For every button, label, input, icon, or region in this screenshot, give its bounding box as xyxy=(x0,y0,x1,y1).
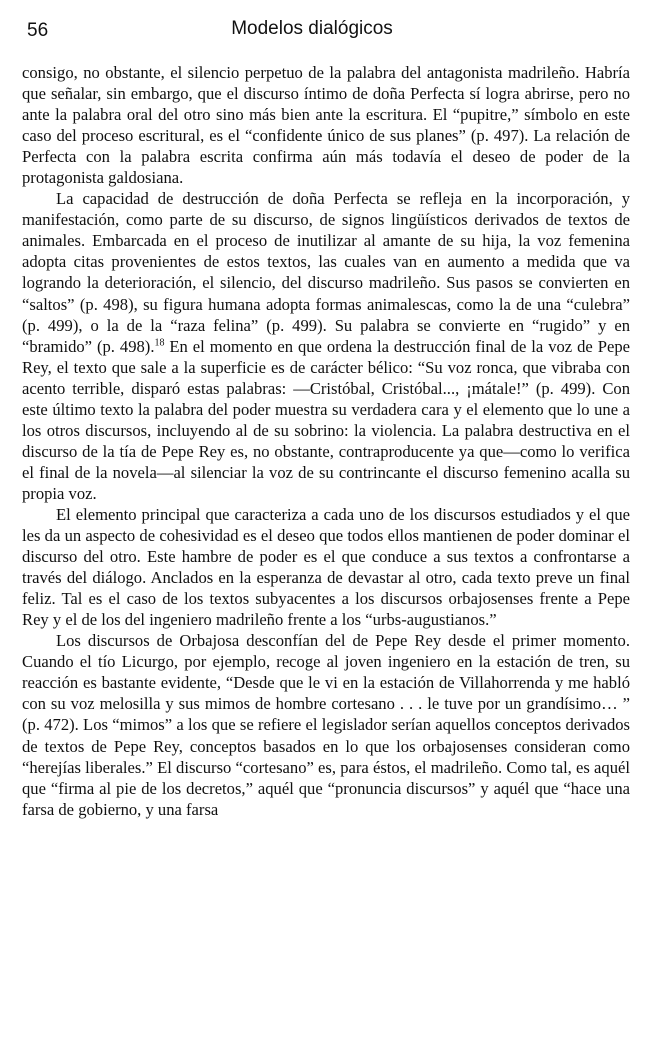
footnote-marker: 18 xyxy=(154,337,165,349)
body-text xyxy=(22,62,630,820)
paragraph-2 xyxy=(22,188,630,504)
running-title: Modelos dialógicos xyxy=(231,18,393,39)
paragraph-1: consigo, no obstante, el silencio perpetuo de la palabra del antagonista madrileño. Habría que señalar, sin embargo, que el discurso íntimo de doña Perfecta sí logra abrirse, pero no ante la palabra oral del otro sino más bien ante la escritura. El “pupitre,” símbolo en este caso del proceso escritural, es el “confidente único de sus planes” (p. 497). La relación de Perfecta con la palabra escrita confirma aún más todavía el deseo de poder de la protagonista galdosiana. xyxy=(22,63,630,188)
paragraph-4: Los discursos de Orbajosa desconfían del de Pepe Rey desde el primer momento. Cuando el tío Licurgo, por ejemplo, recoge al joven ingeniero en la estación de tren, su reacción es bastante evidente, “Desde que le vi en la estación de Villahorrenda y me habló con su voz melosilla y sus mimos de hombre cortesano . . . le tuve por un grandísimo… ” (p. 472). Los “mimos” a los que se refiere el legislador serían aquellos conceptos derivados de textos de Pepe Rey, conceptos basados en lo que los orbajosenses consideran como “herejías liberales.” El discurso “cortesano” es, para éstos, el madrileño. Como tal, es aquél que “firma al pie de los decretos,” aquél que “pronuncia discursos” y aquél que “hace una farsa de gobierno, y una farsa xyxy=(22,631,630,819)
paragraph-2-text: La capacidad de destrucción de doña Perfecta se refleja en la incorporación, y manifestación, como parte de su discurso, de signos lingüísticos derivados de textos de animales. Embarcada en el proceso de inutilizar al amante de su hija, la voz femenina adopta citas provenientes de estos textos, las cuales van en aumento a medida que va logrando la deterioración, el silencio, del discurso madrileño. Sus pasos se convierten en “saltos” (p. 498), su figura humana adopta formas animalescas, como la de una “culebra” (p. 499), o la de la “raza felina” (p. 499). Su palabra se convierte en “rugido” y en “bramido” (p. 498). xyxy=(22,189,630,356)
paragraph-2-continued: En el momento en que ordena la destrucción final de la voz de Pepe Rey, el texto que sale a la superficie es de carácter bélico: “Su voz ronca, que vibraba con acento terrible, disparó estas palabras: —Cristóbal, Cristóbal..., ¡mátale!” (p. 499). Con este último texto la palabra del poder muestra su verdadera cara y el elemento que lo une a los otros discursos, incluyendo al de su sobrino: la violencia. La palabra destructiva en el discurso de la tía de Pepe Rey es, no obstante, contraproducente ya que—como lo verifica el final de la novela—al silenciar la voz de su contrincante el discurso femenino acalla su propia voz. xyxy=(22,336,630,503)
page-header xyxy=(27,18,627,48)
paragraph-3: El elemento principal que caracteriza a cada uno de los discursos estudiados y el que les da un aspecto de cohesividad es el deseo que todos ellos mantienen de poder dominar el discurso del otro. Este hambre de poder es el que conduce a sus textos a confrontarse a través del diálogo. Anclados en la esperanza de devastar al otro, cada texto preve un final feliz. Tal es el caso de los textos subyacentes a los discursos orbajosenses frente a Pepe Rey y el de los del ingeniero madrileño frente a los “urbs-augustianos.” xyxy=(22,504,630,630)
page-number: 56 xyxy=(27,20,49,41)
